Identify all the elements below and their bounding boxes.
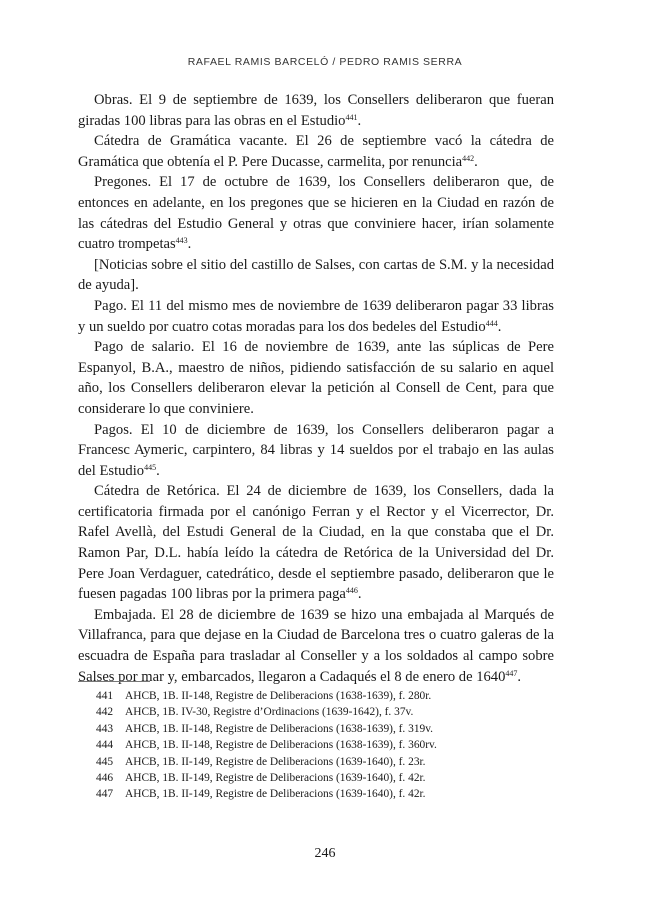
footnote-item xyxy=(96,688,556,704)
footnote-item xyxy=(96,754,556,770)
footnotes xyxy=(96,688,556,803)
footnote-text: AHCB, 1B. II-148, Registre de Deliberacions (1638-1639), f. 319v. xyxy=(125,722,434,735)
footnote-number: 446 xyxy=(96,772,114,785)
footnote-item xyxy=(96,770,556,786)
footnote-text: AHCB, 1B. II-149, Registre de Deliberacions (1639-1640), f. 42r. xyxy=(125,788,426,801)
body-text xyxy=(78,90,554,687)
page-number: 246 xyxy=(314,846,336,861)
footnote-text: AHCB, 1B. II-149, Registre de Deliberacions (1639-1640), f. 23r. xyxy=(125,755,426,768)
paragraph-obras: Obras. El 9 de septiembre de 1639, los Consellers deliberaron que fueran giradas 100 libras para las obras en el Estudio$^{441}$. xyxy=(78,92,554,129)
paragraph-noticias-salses: [Noticias sobre el sitio del castillo de Salses, con cartas de S.M. y la necesidad de ayuda]. xyxy=(78,256,554,294)
footnote-number: 445 xyxy=(96,755,114,768)
paragraph-pago-salario: Pago de salario. El 16 de noviembre de 1639, ante las súplicas de Pere Espanyol, B.A., maestro de niños, pidiendo satisfacción de su salario en aquel año, los Consellers deliberaron elevar la petición al Consell de Cent, para que considerare lo que conviniere. xyxy=(78,339,554,417)
footnote-ref[interactable]: 444 xyxy=(485,318,498,328)
footnote-number: 442 xyxy=(96,706,114,719)
footnote-item xyxy=(96,721,556,737)
footnote-item xyxy=(96,786,556,802)
footnote-ref[interactable]: 442 xyxy=(462,153,475,163)
footnote-ref[interactable]: 441 xyxy=(345,112,358,122)
footnote-item xyxy=(96,737,556,753)
paragraph-embajada: Embajada. El 28 de diciembre de 1639 se hizo una embajada al Marqués de Villafranca, para que dejase en la Ciudad de Barcelona tres o cuatro galeras de la escuadra de España para trasladar al Conseller y a los soldados al campo sobre Salses por mar y, embarcados, llegaron a Cadaqués el 8 de enero de 1640$^{447}$. xyxy=(78,606,554,685)
footnote-number: 447 xyxy=(96,788,114,801)
paragraph-catedra-gramatica: Cátedra de Gramática vacante. El 26 de septiembre vacó la cátedra de Gramática que obtenía el P. Pere Ducasse, carmelita, por renuncia$^{442}$. xyxy=(78,133,554,170)
footnote-item xyxy=(96,704,556,720)
paragraph-pago: Pago. El 11 del mismo mes de noviembre de 1639 deliberaron pagar 33 libras y un sueldo por cuatro cotas moradas para los dos bedeles del Estudio$^{444}$. xyxy=(78,297,554,335)
footnote-ref[interactable]: 446 xyxy=(345,586,358,596)
footnote-number: 441 xyxy=(96,690,114,702)
footnote-text: AHCB, 1B. II-148, Registre de Deliberacions (1638-1639), f. 280r. xyxy=(125,690,432,702)
footnote-text: AHCB, 1B. II-149, Registre de Deliberacions (1639-1640), f. 42r. xyxy=(125,772,426,785)
footnote-text: AHCB, 1B. II-148, Registre de Deliberacions (1638-1639), f. 360rv. xyxy=(125,739,437,752)
paragraph-catedra-retorica: Cátedra de Retórica. El 24 de diciembre de 1639, los Consellers, dada la certificatoria firmada por el canónigo Ferran y el Rector y el Vicerrector, Dr. Rafel Avellà, del Estudi General de la Ciudad, en la que constaba que el Dr. Ramon Par, D.L. había leído la cátedra de Retórica de la Universidad del Dr. Pere Joan Verdaguer, catedrático, desde el septiembre pasado, deliberaron que le fuesen pagadas 100 libras por la primera paga$^{446}$. xyxy=(78,483,554,603)
footnote-number: 443 xyxy=(96,722,114,735)
footnote-ref[interactable]: 445 xyxy=(144,462,157,472)
running-head: RAFAEL RAMIS BARCELÓ / PEDRO RAMIS SERRA xyxy=(187,56,463,68)
paragraph-pregones: Pregones. El 17 de octubre de 1639, los Consellers deliberaron que, de entonces en adelante, en los pregones que se hicieren en la Ciudad en razón de las cátedras del Estudio General y otras que conviniere hacer, irían solamente cuatro trompetas$^{443}$. xyxy=(78,174,554,253)
paragraph-pagos: Pagos. El 10 de diciembre de 1639, los Consellers deliberaron pagar a Francesc Aymeric, carpintero, 84 libras y 14 sueldos por el trabajo en las aulas del Estudio$^{445}$. xyxy=(78,421,554,479)
footnote-ref[interactable]: 447 xyxy=(505,668,518,678)
footnote-ref[interactable]: 443 xyxy=(175,236,188,246)
footnote-text: AHCB, 1B. IV-30, Registre d’Ordinacions (1639-1642), f. 37v. xyxy=(125,706,414,719)
footnote-divider xyxy=(78,681,150,682)
footnote-number: 444 xyxy=(96,739,114,752)
